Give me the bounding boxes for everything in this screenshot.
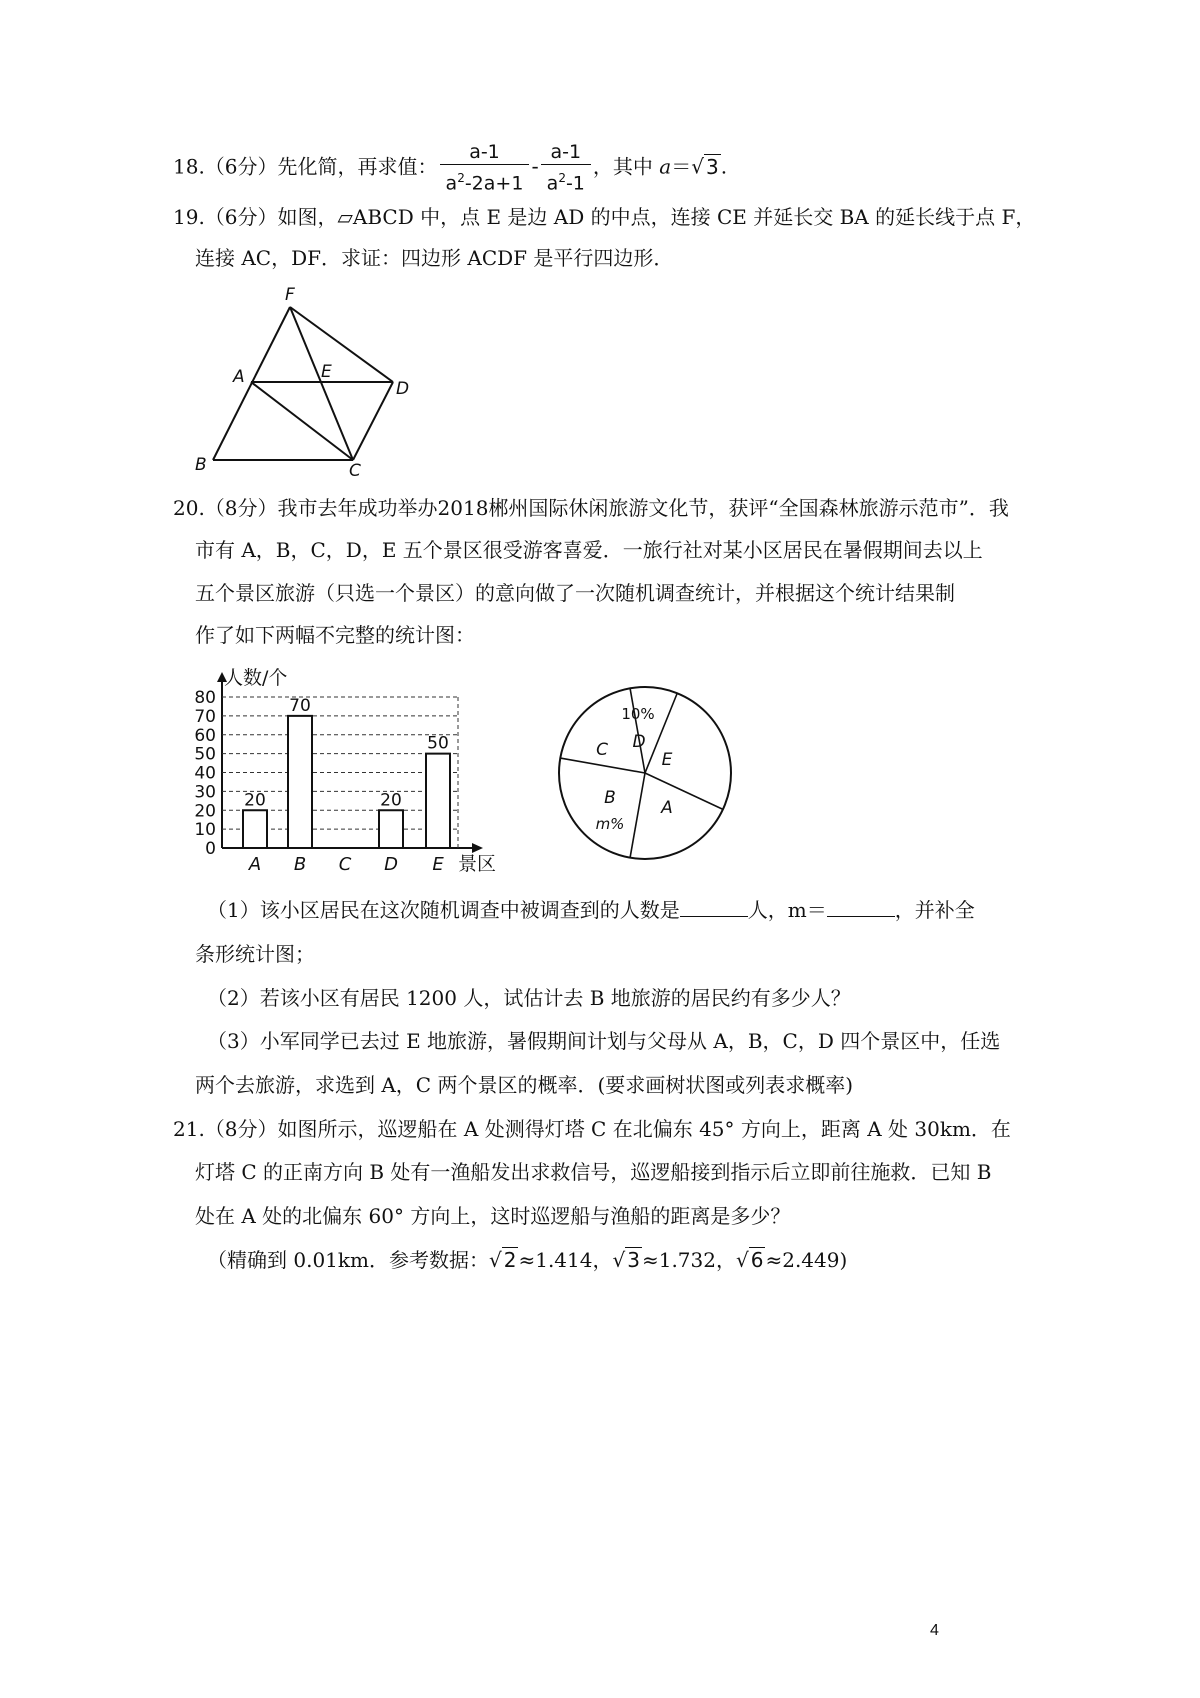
y-tick-label: 70 [194, 706, 216, 727]
q21-line-3: 处在 A 处的北偏东 60° 方向上，这时巡逻船与渔船的距离是多少？ [195, 1204, 791, 1228]
y-tick-label: 30 [194, 782, 216, 803]
slice-label-B: B [604, 788, 616, 808]
data-label: 20 [244, 790, 266, 811]
segment-DC [353, 382, 393, 460]
q18-suffix: ，其中 [592, 154, 660, 179]
data-label: 20 [380, 790, 402, 811]
sqrt-radicand: 3 [705, 154, 719, 179]
y-tick-label: 60 [194, 725, 216, 746]
slice-pct-label: m% [595, 815, 625, 833]
frac1-den-rest: -2a+1 [464, 172, 524, 195]
pie-chart [555, 685, 735, 865]
y-tick-label: 10 [194, 820, 216, 841]
q20-line-1: 20.（8分）我市去年成功举办2018郴州国际休闲旅游文化节，获评“全国森林旅游示范市”．我 [173, 496, 1009, 520]
sqrt-2: √ 2 [488, 1248, 517, 1272]
q20-line-3: 五个景区旅游（只选一个景区）的意向做了一次随机调查统计，并根据这个统计结果制 [195, 581, 955, 605]
q18-fraction-2 [541, 140, 591, 196]
answer-blank-m[interactable] [827, 898, 895, 917]
q21-line-4 [207, 1247, 847, 1273]
q18-sqrt [691, 154, 720, 179]
slice-label-C: C [596, 740, 608, 760]
frac2-denominator [541, 165, 591, 196]
bar-E [426, 754, 450, 848]
bar-D [379, 810, 403, 848]
x-axis-title: 景区 [458, 853, 497, 875]
sqrt-6: √ 6 [735, 1248, 764, 1272]
q20-line-2: 市有 A，B，C，D，E 五个景区很受游客喜爱．一旅行社对某小区居民在暑假期间去以上 [195, 538, 983, 562]
slice-label-A: A [661, 798, 673, 818]
frac2-den-exp: 2 [558, 171, 566, 185]
frac2-numerator: a-1 [541, 140, 591, 165]
bar-A [243, 810, 267, 848]
q20-sub1-b: 人，m＝ [747, 898, 827, 922]
sqrt-3: √ 3 [612, 1248, 640, 1272]
y-tick-label: 80 [194, 688, 216, 708]
q20-sub1-a: （1）该小区居民在这次随机调查中被调查到的人数是 [207, 898, 680, 922]
y-axis-title: 人数/个 [224, 667, 288, 689]
label-C: C [349, 461, 361, 480]
q20-sub3-line-1: （3）小军同学已去过 E 地旅游，暑假期间计划与父母从 A，B，C，D 四个景区中，任选 [207, 1029, 1001, 1053]
q18-eq: ＝ [671, 154, 692, 179]
label-B: B [195, 455, 207, 475]
val-sqrt2: ≈1.414， [518, 1248, 613, 1272]
x-tick-label: C [338, 854, 352, 875]
frac1-numerator: a-1 [440, 140, 530, 165]
q20-sub3-line-2: 两个去旅游，求选到 A，C 两个景区的概率．(要求画树状图或列表求概率) [195, 1073, 854, 1097]
y-tick-label: 0 [205, 839, 216, 859]
q18-prefix: 18.（6分）先化简，再求值： [173, 154, 438, 179]
q18-end: . [720, 154, 728, 179]
slice-label-E: E [661, 750, 673, 770]
slice-pct-label: 10% [621, 705, 655, 723]
frac2-den-rest: -1 [565, 172, 585, 195]
x-tick-label: A [248, 854, 262, 875]
x-axis-arrow [472, 843, 483, 853]
label-A: A [233, 367, 245, 387]
frac1-denominator [440, 165, 530, 196]
answer-blank-count[interactable] [680, 898, 748, 917]
y-tick-label: 40 [194, 763, 216, 784]
q18-line [173, 140, 727, 196]
sqrt-sign: √ [691, 154, 704, 179]
q20-sub2: （2）若该小区有居民 1200 人，试估计去 B 地旅游的居民约有多少人？ [207, 986, 851, 1010]
bar-chart [180, 660, 520, 880]
y-tick-label: 20 [194, 801, 216, 822]
data-label: 50 [427, 733, 449, 754]
q20-sub1 [207, 897, 975, 923]
q20-sub1-c: ，并补全 [894, 898, 975, 922]
q21-line-1: 21.（8分）如图所示，巡逻船在 A 处测得灯塔 C 在北偏东 45° 方向上，距离 A 处 30km．在 [173, 1117, 1011, 1141]
q21-ref-prefix: （精确到 0.01km．参考数据： [207, 1248, 489, 1272]
q21-line-2: 灯塔 C 的正南方向 B 处有一渔船发出求救信号，巡逻船接到指示后立即前往施救．已知 B [195, 1160, 992, 1184]
label-F: F [285, 285, 295, 305]
x-tick-label: E [432, 854, 444, 875]
label-E: E [321, 362, 332, 382]
q18-var: a [659, 154, 672, 179]
y-tick-label: 50 [194, 744, 216, 765]
parallelogram-figure [185, 280, 435, 480]
q18-minus: - [531, 154, 539, 179]
label-D: D [396, 379, 410, 399]
x-tick-label: D [384, 854, 398, 875]
val-sqrt3: ≈1.732， [641, 1248, 736, 1272]
q19-line-1: 19.（6分）如图，▱ABCD 中，点 E 是边 AD 的中点，连接 CE 并延长交 BA 的延长线于点 F， [173, 205, 1036, 229]
page-number: 4 [930, 1622, 939, 1639]
frac1-den-a: a [445, 172, 458, 195]
q19-line-2: 连接 AC，DF．求证：四边形 ACDF 是平行四边形． [195, 246, 674, 270]
bar-B [288, 716, 312, 848]
q20-sub1-line-2: 条形统计图； [195, 942, 315, 966]
slice-label-D: D [632, 732, 646, 752]
q18-fraction-1 [440, 140, 530, 196]
x-tick-label: B [293, 854, 307, 875]
data-label: 70 [289, 695, 311, 716]
frac1-den-exp: 2 [457, 171, 465, 185]
frac2-den-a: a [546, 172, 559, 195]
val-sqrt6: ≈2.449) [765, 1248, 848, 1272]
q20-line-4: 作了如下两幅不完整的统计图： [195, 623, 475, 647]
